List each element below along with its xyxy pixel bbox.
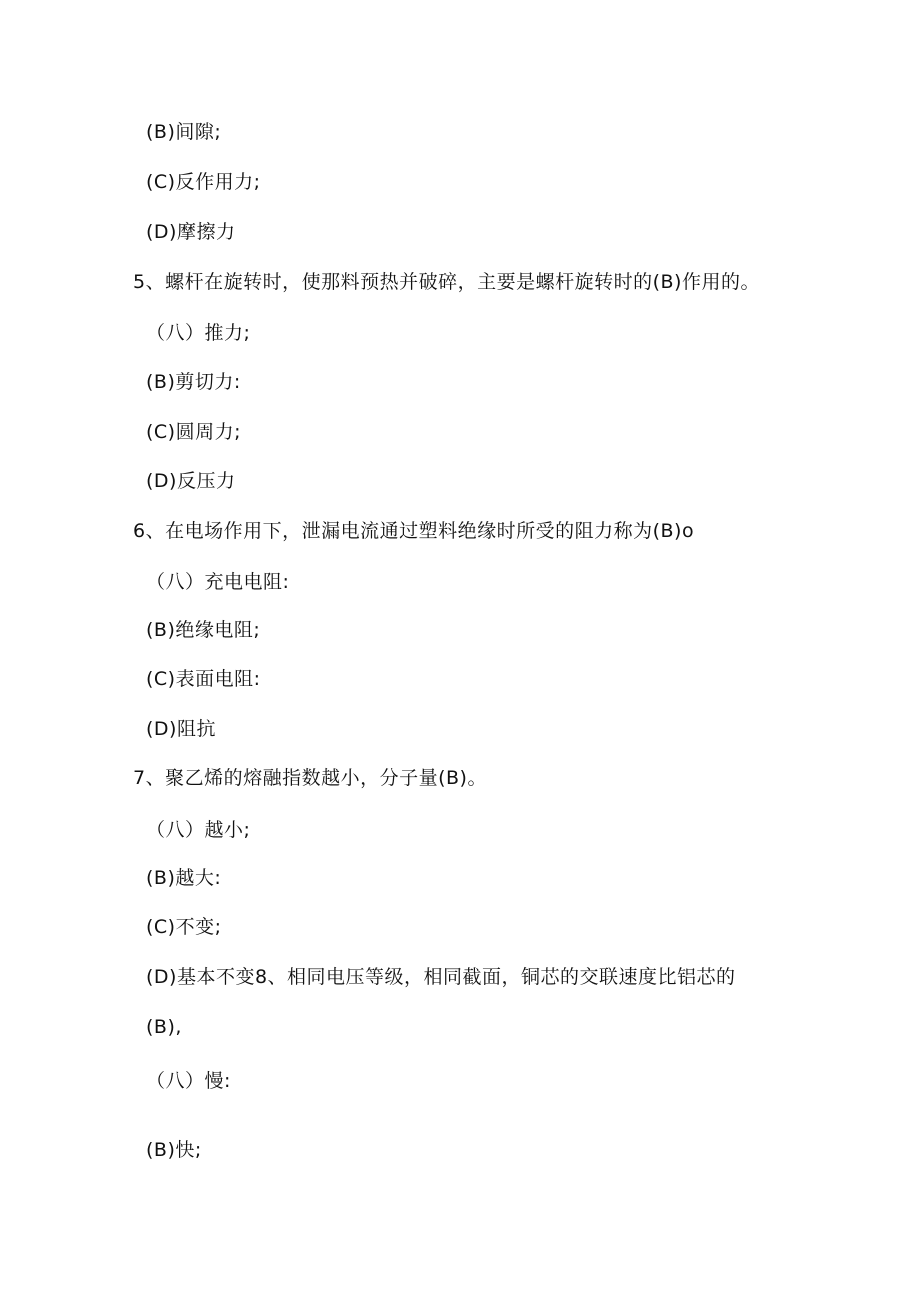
option-line: (B)绝缘电阻;	[146, 619, 261, 641]
option-line: (D)摩擦力	[146, 221, 236, 243]
option-line: (B)越大:	[146, 867, 222, 889]
option-line: (C)不变;	[146, 916, 222, 938]
question-line: 7、聚乙烯的熔融指数越小，分子量(B)。	[133, 767, 487, 789]
option-line: (B)快;	[146, 1139, 202, 1161]
option-line: (D)阻抗	[146, 718, 216, 740]
option-line: (D)反压力	[146, 470, 236, 492]
option-line: （八）慢:	[146, 1070, 231, 1092]
option-line: （八）充电电阻:	[146, 571, 290, 593]
option-line: (B)间隙;	[146, 121, 222, 143]
option-line: (C)圆周力;	[146, 421, 241, 443]
option-line: (C)反作用力;	[146, 171, 261, 193]
option-line: (B),	[146, 1016, 182, 1038]
option-line: （八）推力;	[146, 322, 251, 344]
question-line: 5、螺杆在旋转时，使那料预热并破碎，主要是螺杆旋转时的(B)作用的。	[133, 271, 760, 293]
option-line: (B)剪切力:	[146, 371, 241, 393]
question-line: 6、在电场作用下，泄漏电流通过塑料绝缘时所受的阻力称为(B)o	[133, 520, 695, 542]
option-line: (D)基本不变8、相同电压等级，相同截面，铜芯的交联速度比铝芯的	[146, 966, 736, 988]
option-line: (C)表面电阻:	[146, 668, 261, 690]
option-line: （八）越小;	[146, 819, 251, 841]
